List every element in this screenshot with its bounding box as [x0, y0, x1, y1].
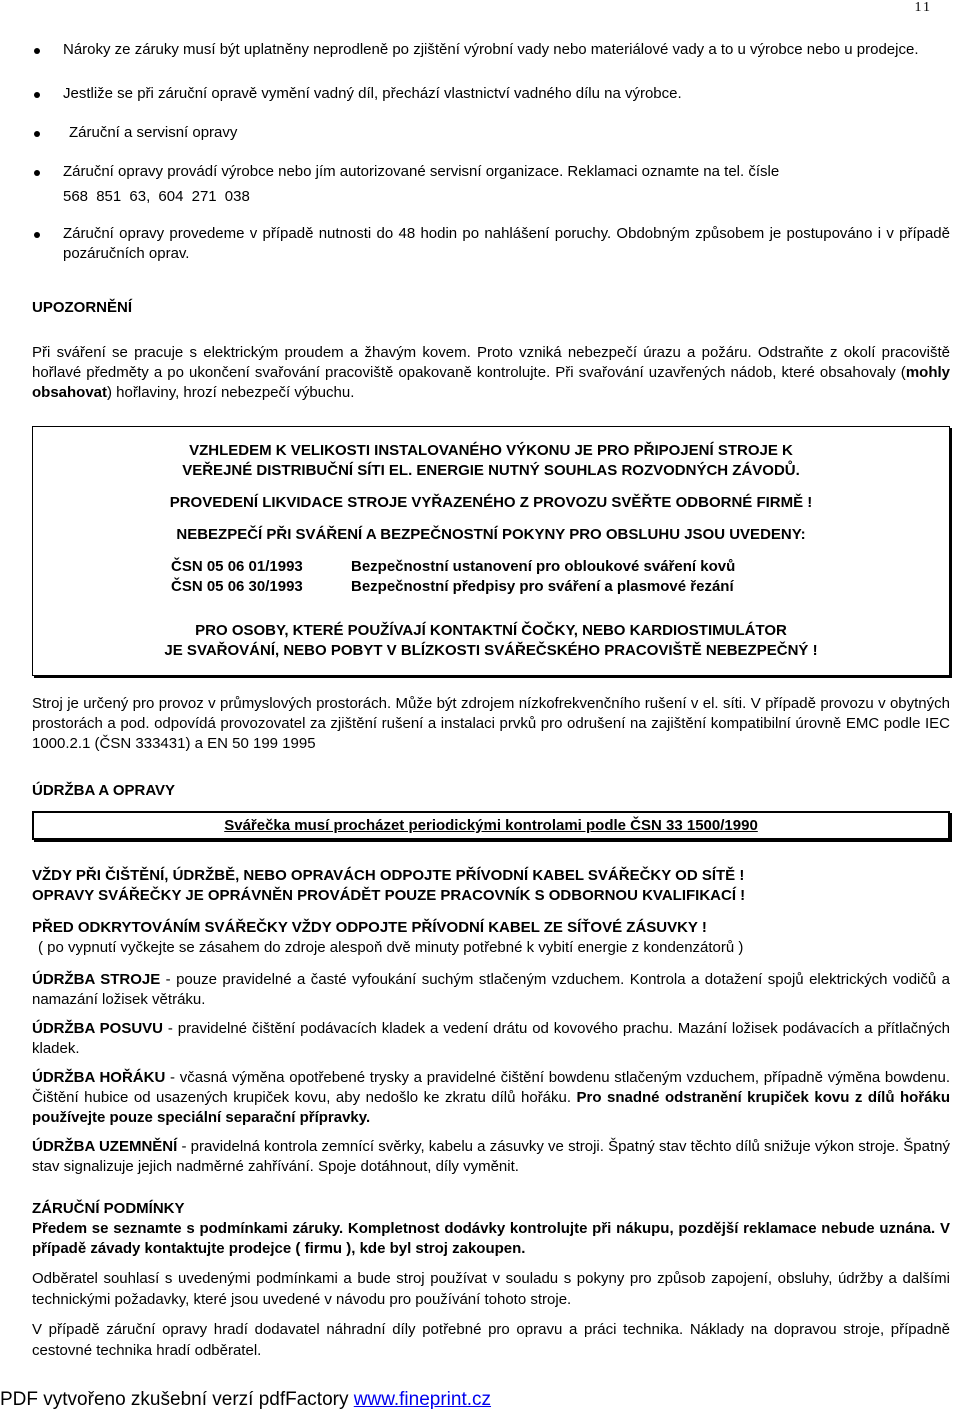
emc-text: Stroj je určený pro provoz v průmyslových prostorách. Může být zdrojem nízkofrekvenčního rušení v el. síti. V případě provozu v obytných prostorách a pod. odpovídá provozovatel za zjištění rušení a instalaci prvků pro odrušení na zajištění kompatibilní úrovně EMC podle IEC 1000.2.1 (ČSN 333431) a EN 50 199 1995: [32, 695, 950, 752]
maintenance-item-label: ÚDRŽBA STROJE: [32, 971, 161, 988]
maintenance-item-label: ÚDRŽBA HOŘÁKU: [32, 1069, 166, 1086]
standard-code: ČSN 05 06 30/1993: [171, 578, 303, 595]
warning-title: UPOZORNĚNÍ: [32, 299, 133, 316]
maintenance-item: [32, 970, 950, 1010]
list-item: Záruční a servisní opravy: [32, 123, 950, 143]
maintenance-item-text: - pouze pravidelné a časté vyfoukání suchým stlačeným vzduchem. Kontrola a dotažení spojů elektrických vodičů a namazání ložisek větráku.: [32, 971, 950, 1008]
notice-line: NEBEZPEČÍ PŘI SVÁŘENÍ A BEZPEČNOSTNÍ POKYNY PRO OBSLUHU JSOU UVEDENY:: [176, 526, 806, 543]
standard-row: [33, 557, 949, 577]
maintenance-item: [32, 1019, 950, 1059]
notice-line: PRO OSOBY, KTERÉ POUŽÍVAJÍ KONTAKTNÍ ČOČKY, NEBO KARDIOSTIMULÁTOR: [195, 622, 787, 639]
notice-line: VZHLEDEM K VELIKOSTI INSTALOVANÉHO VÝKONU JE PRO PŘIPOJENÍ STROJE K: [189, 442, 793, 459]
footer-text: PDF vytvořeno zkušební verzí pdfFactory: [0, 1389, 354, 1410]
warranty-paragraph: Odběratel souhlasí s uvedenými podmínkami a bude stroj používat v souladu s pokyny pro způsob zapojení, obsluhy, údržby a dalšími technickými požadavky, které jsou uvedené v návodu pro používání tohoto stroje.: [32, 1270, 950, 1308]
maintenance-title: ÚDRŽBA A OPRAVY: [32, 782, 176, 799]
list-item: Jestliže se při záruční opravě vymění vadný díl, přechází vlastnictví vadného dílu na výrobce.: [32, 84, 950, 104]
maintenance-item-text: - pravidelná kontrola zemnící svěrky, kabelu a zásuvky ve stroji. Špatný stav těchto dílů snižuje výkon stroje. Špatný stav signalizuje jejich nadměrné zahřívání. Spoje dotáhnout, díly vyměnit.: [32, 1138, 950, 1175]
list-item: [32, 162, 950, 207]
maintenance-item: [32, 1068, 950, 1128]
maintenance-caps: PŘED ODKRYTOVÁNÍM SVÁŘEČKY VŽDY ODPOJTE PŘÍVODNÍ KABEL ZE SÍŤOVÉ ZÁSUVKY !: [32, 919, 707, 936]
warranty-paragraph: V případě záruční opravy hradí dodavatel náhradní díly potřebné pro opravu a práci technika. Náklady na dopravou stroje, případně cestovné technika hradí odběratel.: [32, 1321, 950, 1359]
maintenance-item-label: ÚDRŽBA POSUVU: [32, 1020, 164, 1037]
periodic-inspection-box: Svářečka musí procházet periodickými kontrolami podle ČSN 33 1500/1990: [32, 811, 950, 840]
maintenance-item-bold: Pro snadné odstranění krupiček kovu z dílů hořáku používejte pouze speciální separační přípravky.: [32, 1089, 950, 1126]
list-item: Záruční opravy provedeme v případě nutnosti do 48 hodin po nahlášení poruchy. Obdobným způsobem je postupováno i v případě pozáručních oprav.: [32, 224, 950, 264]
warning-text-bold: mohly obsahovat: [32, 364, 950, 401]
standard-code: ČSN 05 06 01/1993: [171, 558, 303, 575]
maintenance-caps: VŽDY PŘI ČIŠTĚNÍ, ÚDRŽBĚ, NEBO OPRAVÁCH ODPOJTE PŘÍVODNÍ KABEL SVÁŘEČKY OD SÍTĚ !: [32, 867, 745, 884]
page-number: 11: [914, 0, 932, 15]
warranty-bullets: [32, 40, 950, 264]
list-item-text: Záruční opravy provádí výrobce nebo jím autorizované servisní organizace. Reklamaci oznamte na tel. čísle: [63, 163, 780, 180]
standard-desc: Bezpečnostní ustanovení pro obloukové sváření kovů: [351, 558, 736, 575]
pdf-footer: [0, 1388, 491, 1412]
warning-text-part2: ) hořlaviny, hrozí nebezpečí výbuchu.: [107, 384, 355, 401]
notice-line: VEŘEJNÉ DISTRIBUČNÍ SÍTI EL. ENERGIE NUTNÝ SOUHLAS ROZVODNÝCH ZÁVODŮ.: [182, 462, 800, 479]
notice-line: JE SVAŘOVÁNÍ, NEBO POBYT V BLÍZKOSTI SVÁŘEČSKÉHO PRACOVIŠTĚ NEBEZPEČNÝ !: [164, 642, 818, 659]
warranty-bold-text: Předem se seznamte s podmínkami záruky. Kompletnost dodávky kontrolujte při nákupu, pozdější reklamace nebude uznána. V případě závady kontaktujte prodejce ( firmu ), kde byl stroj zakoupen.: [32, 1220, 950, 1257]
standard-row: [33, 577, 949, 597]
maintenance-item-label: ÚDRŽBA UZEMNĚNÍ: [32, 1138, 178, 1155]
safety-notice-box: [32, 426, 950, 676]
maintenance-note: ( po vypnutí vyčkejte se zásahem do zdroje alespoň dvě minuty potřebné k vybití energie z kondenzátorů ): [38, 939, 744, 956]
maintenance-item-text: - pravidelné čištění podávacích kladek a vedení drátu od kovového prachu. Mazání ložisek podávacích a přítlačných kladek.: [32, 1020, 950, 1057]
list-item: Nároky ze záruky musí být uplatněny neprodleně po zjištění výrobní vady nebo materiálové vady a to u výrobce nebo u prodejce.: [32, 40, 950, 60]
phone-numbers: 568 851 63, 604 271 038: [63, 188, 250, 205]
standard-desc: Bezpečnostní předpisy pro sváření a plasmové řezání: [351, 578, 734, 595]
maintenance-item-text: - včasná výměna opotřebené trysky a pravidelné čištění bowdenu stlačeným vzduchem, případně výměna bowdenu. Čištění hubice od usazených krupiček kovu, aby nedošlo ke zkratu dílů hořáku.: [32, 1069, 950, 1106]
document-body: [32, 40, 950, 1361]
footer-link[interactable]: www.fineprint.cz: [353, 1389, 492, 1410]
warranty-title: ZÁRUČNÍ PODMÍNKY: [32, 1200, 185, 1217]
maintenance-caps: OPRAVY SVÁŘEČKY JE OPRÁVNĚN PROVÁDĚT POUZE PRACOVNÍK S ODBORNOU KVALIFIKACÍ !: [32, 887, 746, 904]
maintenance-item: [32, 1137, 950, 1177]
warning-text: [32, 343, 950, 403]
warning-text-part1: Při sváření se pracuje s elektrickým proudem a žhavým kovem. Proto vzniká nebezpečí úrazu a požáru. Odstraňte z okolí pracoviště hořlavé předměty a po ukončení svařování pracoviště opakovaně kontrolujte. Při svařování uzavřených nádob, které obsahovaly (: [32, 344, 950, 381]
notice-line: PROVEDENÍ LIKVIDACE STROJE VYŘAZENÉHO Z PROVOZU SVĚŘTE ODBORNÉ FIRMĚ !: [169, 494, 813, 511]
